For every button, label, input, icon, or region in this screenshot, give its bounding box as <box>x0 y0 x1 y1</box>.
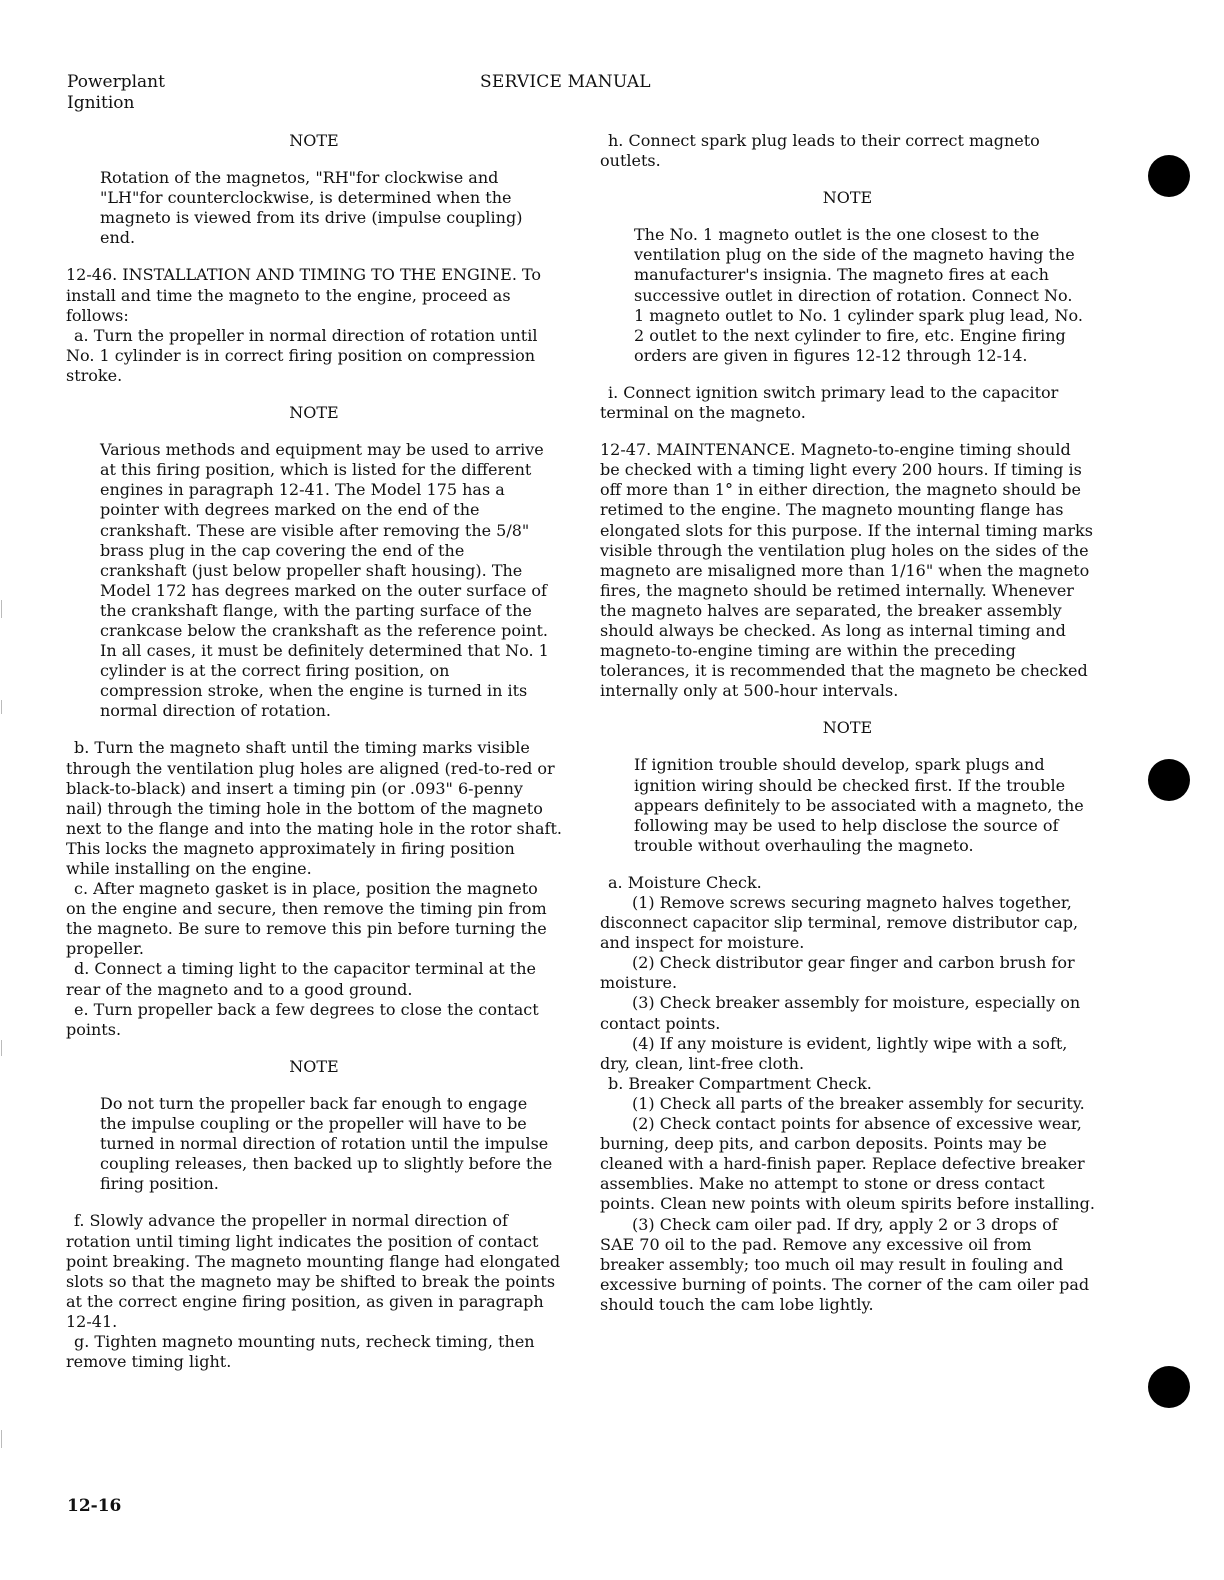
para-12-47: 12-47. MAINTENANCE. Magneto-to-engine timing should be checked with a timing light every 200 hours. If timing is off more than 1° in either direction, the magneto should be retimed to the engine. The magneto mounting flange has elongated slots for this purpose. If the internal timing marks visible through the ventilation plug holes on the sides of the magneto are misaligned more than 1/16" when the magneto fires, the magneto should be retimed internally. Whenever the magneto halves are separated, the breaker assembly should always be checked. As long as internal timing and magneto-to-engine timing are within the preceding tolerances, it is recommended that the magneto be checked internally only at 500-hour intervals. <box>600 440 1093 701</box>
check-b-2: (2) Check contact points for absence of excessive wear, burning, deep pits, and carbon deposits. Points may be cleaned with a hard-finish paper. Replace defective breaker assemblies. Make no attempt to stone or dress contact points. Clean new points with oleum spirits before installing. <box>600 1114 1095 1214</box>
binder-hole-icon <box>1148 1366 1190 1408</box>
note-impulse-coupling: Do not turn the propeller back far enough to engage the impulse coupling or the propeller will have to be turned in normal direction of rotation until the impulse coupling releases, then backed up to slightly before the firing position. <box>100 1093 553 1194</box>
check-a-2: (2) Check distributor gear finger and carbon brush for moisture. <box>600 953 1075 993</box>
step-c: c. After magneto gasket is in place, position the magneto on the engine and secure, then remove the timing pin from the magneto. Be sure to remove this pin before turning the propeller. <box>66 879 547 959</box>
manual-title: SERVICE MANUAL <box>480 72 651 92</box>
scan-mark <box>1 1430 2 1448</box>
step-f: f. Slowly advance the propeller in normal direction of rotation until timing light indicates the position of contact point breaking. The magneto mounting flange had elongated slots so that the magneto may be shifted to break the points at the correct engine firing position, as given in paragraph 12-41. <box>66 1211 561 1331</box>
step-e: e. Turn propeller back a few degrees to close the contact points. <box>66 999 539 1039</box>
note-magneto-outlet: The No. 1 magneto outlet is the one closest to the ventilation plug on the side of the magneto having the manufacturer's insignia. The magneto fires at each successive outlet in direction of rotation. Connect No. 1 magneto outlet to No. 1 cylinder spark plug lead, No. 2 outlet to the next cylinder to fire, etc. Engine firing orders are given in figures 12-12 through 12-14. <box>634 225 1083 365</box>
note-title: NOTE <box>289 131 339 150</box>
para-12-46: 12-46. INSTALLATION AND TIMING TO THE ENGINE. To install and time the magneto to the engine, proceed as follows: <box>66 265 542 325</box>
step-i: i. Connect ignition switch primary lead to the capacitor terminal on the magneto. <box>600 382 1059 423</box>
section-label <box>67 72 165 114</box>
note-title: NOTE <box>289 403 339 423</box>
note-ignition-trouble: If ignition trouble should develop, spark plugs and ignition wiring should be checked first. If the trouble appears definitely to be associated with a magneto, the following may be used to help disclose the source of trouble without overhauling the magneto. <box>634 755 1084 855</box>
step-d: d. Connect a timing light to the capacitor terminal at the rear of the magneto and to a good ground. <box>66 959 536 999</box>
note-rotation: Rotation of the magnetos, "RH"for clockwise and "LH"for counterclockwise, is determined when the magneto is viewed from its drive (impulse coupling) end. <box>100 168 523 248</box>
check-a-1: (1) Remove screws securing magneto halves together, disconnect capacitor slip terminal, remove distributor cap, and inspect for moisture. <box>600 893 1079 953</box>
note-title: NOTE <box>822 718 873 738</box>
check-b-1: (1) Check all parts of the breaker assembly for security. <box>632 1093 1085 1113</box>
note-title: NOTE <box>289 1056 339 1076</box>
check-a-3: (3) Check breaker assembly for moisture, especially on contact points. <box>600 993 1081 1033</box>
note-title: NOTE <box>822 188 873 208</box>
check-a-heading: a. Moisture Check. <box>608 872 762 892</box>
step-g: g. Tighten magneto mounting nuts, recheck timing, then remove timing light. <box>66 1331 535 1372</box>
binder-hole-icon <box>1148 155 1190 197</box>
section-line-powerplant: Powerplant <box>67 72 165 92</box>
binder-hole-icon <box>1148 759 1190 801</box>
section-line-ignition: Ignition <box>67 93 135 113</box>
left-column <box>66 131 562 1372</box>
check-b-3: (3) Check cam oiler pad. If dry, apply 2 or 3 drops of SAE 70 oil to the pad. Remove any excessive oil from breaker assembly; too much oil may result in fouling and excessive burning of points. The corner of the cam oiler pad should touch the cam lobe lightly. <box>600 1214 1090 1314</box>
scan-mark <box>1 1040 2 1056</box>
scan-mark <box>1 600 2 618</box>
step-a: a. Turn the propeller in normal direction of rotation until No. 1 cylinder is in correct firing position on compression stroke. <box>66 325 538 385</box>
check-a-4: (4) If any moisture is evident, lightly wipe with a soft, dry, clean, lint-free cloth. <box>600 1033 1068 1073</box>
step-h: h. Connect spark plug leads to their correct magneto outlets. <box>600 131 1040 171</box>
step-b: b. Turn the magneto shaft until the timing marks visible through the ventilation plug holes are aligned (red-to-red or black-to-black) and insert a timing pin (or .093" 6-penny nail) through the timing hole in the bottom of the magneto next to the flange and into the mating hole in the rotor shaft. This locks the magneto approximately in firing position while installing on the engine. <box>66 738 562 878</box>
check-b-heading: b. Breaker Compartment Check. <box>608 1073 872 1093</box>
page-number: 12-16 <box>67 1496 122 1516</box>
scan-mark <box>1 700 2 714</box>
note-firing-position: Various methods and equipment may be used to arrive at this firing position, which is listed for the different engines in paragraph 12-41. The Model 175 has a pointer with degrees marked on the end of the crankshaft. These are visible after removing the 5/8" brass plug in the cap covering the end of the crankshaft (just below propeller shaft housing). The Model 172 has degrees marked on the outer surface of the crankshaft flange, with the parting surface of the crankcase below the crankshaft as the reference point. In all cases, it must be definitely determined that No. 1 cylinder is at the correct firing position, on compression stroke, when the engine is turned in its normal direction of rotation. <box>100 440 549 721</box>
right-column <box>600 131 1095 1315</box>
